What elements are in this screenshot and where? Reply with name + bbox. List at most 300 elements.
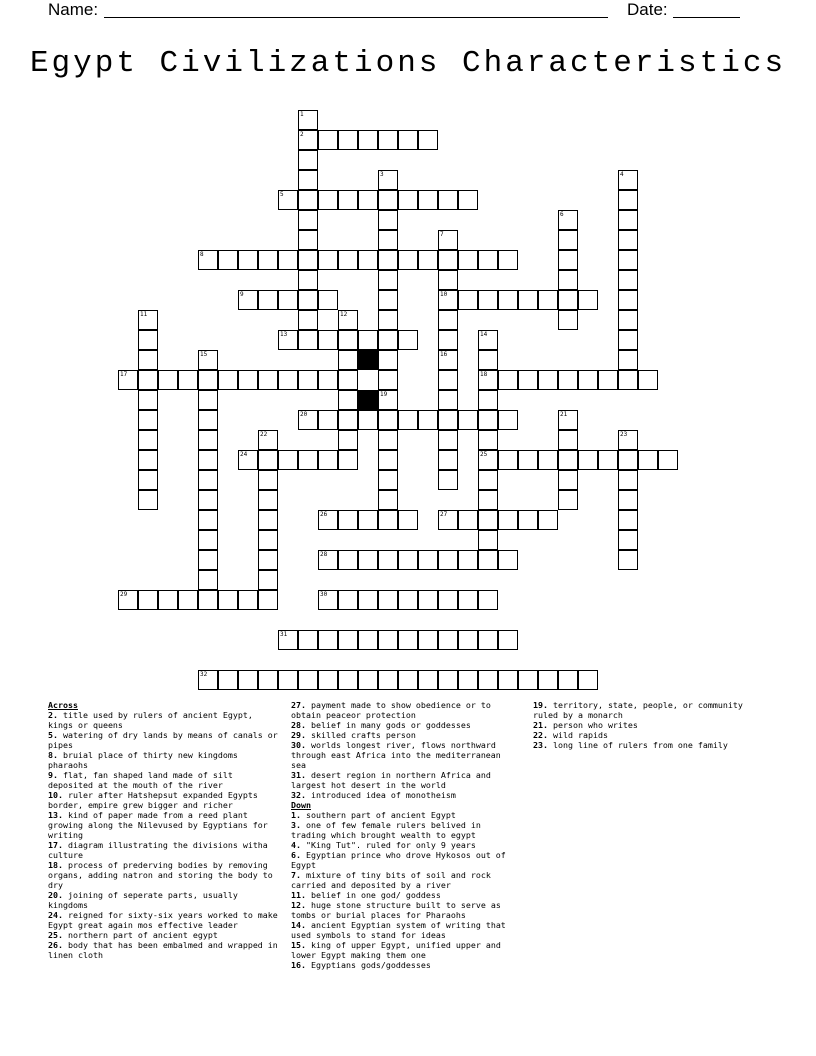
grid-cell[interactable] <box>458 630 478 650</box>
grid-cell[interactable] <box>398 510 418 530</box>
grid-cell[interactable] <box>198 430 218 450</box>
grid-cell[interactable] <box>618 550 638 570</box>
grid-cell[interactable] <box>378 630 398 650</box>
grid-cell[interactable] <box>358 250 378 270</box>
grid-cell[interactable] <box>138 350 158 370</box>
grid-cell[interactable] <box>398 250 418 270</box>
grid-cell[interactable] <box>138 330 158 350</box>
grid-cell[interactable] <box>458 510 478 530</box>
grid-cell[interactable] <box>238 370 258 390</box>
grid-cell[interactable] <box>178 370 198 390</box>
clue-text: northern part of ancient egypt <box>63 930 218 940</box>
grid-cell[interactable] <box>258 570 278 590</box>
grid-cell[interactable] <box>398 630 418 650</box>
grid-cell[interactable] <box>338 410 358 430</box>
grid-cell[interactable] <box>578 290 598 310</box>
grid-cell[interactable] <box>198 570 218 590</box>
grid-cell[interactable] <box>378 330 398 350</box>
cell-number: 16 <box>440 351 448 358</box>
grid-cell[interactable] <box>158 370 178 390</box>
grid-cell[interactable] <box>138 410 158 430</box>
grid-cell[interactable] <box>298 670 318 690</box>
grid-cell[interactable] <box>298 150 318 170</box>
clue-text: title used by rulers of ancient Egypt, kings or queens <box>48 710 253 730</box>
grid-cell[interactable] <box>358 510 378 530</box>
grid-cell[interactable] <box>478 550 498 570</box>
grid-cell[interactable] <box>318 130 338 150</box>
grid-cell[interactable] <box>558 230 578 250</box>
grid-cell[interactable] <box>618 210 638 230</box>
grid-cell[interactable] <box>538 370 558 390</box>
grid-cell[interactable] <box>318 250 338 270</box>
grid-cell[interactable] <box>458 410 478 430</box>
grid-cell[interactable] <box>378 210 398 230</box>
grid-cell[interactable] <box>458 290 478 310</box>
grid-cell[interactable] <box>338 670 358 690</box>
grid-cell[interactable] <box>298 370 318 390</box>
grid-cell[interactable] <box>618 250 638 270</box>
clue-text: long line of rulers from one family <box>548 740 728 750</box>
grid-cell[interactable] <box>258 490 278 510</box>
grid-cell[interactable] <box>258 370 278 390</box>
grid-cell[interactable] <box>378 250 398 270</box>
grid-cell[interactable] <box>498 550 518 570</box>
grid-cell[interactable] <box>358 630 378 650</box>
grid-cell[interactable] <box>538 510 558 530</box>
grid-cell[interactable] <box>438 470 458 490</box>
grid-cell[interactable] <box>358 190 378 210</box>
clue-item <box>291 730 519 740</box>
grid-cell[interactable] <box>558 310 578 330</box>
grid-cell[interactable] <box>478 350 498 370</box>
grid-cell[interactable] <box>438 630 458 650</box>
clue-number: 14. <box>291 920 306 930</box>
grid-cell[interactable] <box>138 470 158 490</box>
grid-cell[interactable] <box>378 450 398 470</box>
grid-cell[interactable] <box>198 450 218 470</box>
grid-cell[interactable] <box>138 430 158 450</box>
grid-cell[interactable] <box>518 370 538 390</box>
grid-cell[interactable] <box>218 250 238 270</box>
cell-number: 11 <box>140 311 148 318</box>
clue-text: mixture of tiny bits of soil and rock carried and deposited by a river <box>291 870 491 890</box>
grid-cell[interactable] <box>518 450 538 470</box>
grid-cell[interactable] <box>538 290 558 310</box>
clue-text: desert region in northern Africa and largest hot desert in the world <box>291 770 491 790</box>
clue-text: joining of seperate parts, usually kingdoms <box>48 890 238 910</box>
grid-cell[interactable] <box>258 530 278 550</box>
grid-cell[interactable] <box>298 230 318 250</box>
grid-cell[interactable] <box>438 330 458 350</box>
grid-cell[interactable] <box>378 470 398 490</box>
grid-cell[interactable] <box>618 310 638 330</box>
grid-cell[interactable] <box>438 390 458 410</box>
grid-cell[interactable] <box>298 310 318 330</box>
grid-cell[interactable] <box>198 410 218 430</box>
cell-number: 10 <box>440 291 448 298</box>
grid-cell[interactable] <box>418 250 438 270</box>
grid-cell[interactable] <box>378 590 398 610</box>
grid-cell[interactable] <box>418 550 438 570</box>
cell-number: 12 <box>340 311 348 318</box>
grid-cell[interactable] <box>458 250 478 270</box>
grid-cell[interactable] <box>478 530 498 550</box>
clue-item <box>291 820 519 840</box>
cell-number: 17 <box>120 371 128 378</box>
grid-cell[interactable] <box>378 490 398 510</box>
grid-cell[interactable] <box>298 190 318 210</box>
grid-cell[interactable] <box>398 330 418 350</box>
grid-cell[interactable] <box>618 530 638 550</box>
grid-cell[interactable] <box>458 670 478 690</box>
grid-cell[interactable] <box>358 410 378 430</box>
grid-cell[interactable] <box>378 190 398 210</box>
grid-cell[interactable] <box>558 290 578 310</box>
grid-cell[interactable] <box>358 590 378 610</box>
name-label: Name: <box>48 0 99 19</box>
grid-cell[interactable] <box>498 410 518 430</box>
grid-cell[interactable] <box>438 250 458 270</box>
clue-item <box>533 740 761 750</box>
clue-number: 21. <box>533 720 548 730</box>
grid-cell[interactable] <box>298 330 318 350</box>
grid-cell[interactable] <box>378 550 398 570</box>
grid-cell[interactable] <box>378 230 398 250</box>
grid-cell[interactable] <box>558 470 578 490</box>
clue-number: 20. <box>48 890 63 900</box>
grid-cell[interactable] <box>398 410 418 430</box>
grid-cell[interactable] <box>378 430 398 450</box>
grid-cell[interactable] <box>298 270 318 290</box>
grid-cell[interactable] <box>318 190 338 210</box>
grid-cell[interactable] <box>458 590 478 610</box>
grid-cell[interactable] <box>258 450 278 470</box>
grid-cell[interactable] <box>418 130 438 150</box>
grid-cell[interactable] <box>138 450 158 470</box>
grid-cell[interactable] <box>558 270 578 290</box>
grid-cell[interactable] <box>198 490 218 510</box>
grid-cell[interactable] <box>618 370 638 390</box>
cell-number: 2 <box>300 131 304 138</box>
clue-number: 8. <box>48 750 58 760</box>
grid-cell[interactable] <box>238 250 258 270</box>
grid-cell[interactable] <box>558 670 578 690</box>
grid-cell[interactable] <box>478 470 498 490</box>
grid-cell[interactable] <box>278 290 298 310</box>
grid-cell[interactable] <box>618 450 638 470</box>
grid-cell[interactable] <box>258 510 278 530</box>
grid-cell[interactable] <box>338 550 358 570</box>
grid-cell[interactable] <box>338 430 358 450</box>
grid-cell[interactable] <box>198 390 218 410</box>
grid-cell[interactable] <box>378 670 398 690</box>
grid-cell[interactable] <box>338 190 358 210</box>
grid-cell[interactable] <box>178 590 198 610</box>
grid-cell[interactable] <box>338 590 358 610</box>
grid-cell[interactable] <box>258 670 278 690</box>
grid-cell[interactable] <box>318 290 338 310</box>
grid-cell[interactable] <box>318 670 338 690</box>
clue-text: Egyptian prince who drove Hykosos out of Egypt <box>291 850 506 870</box>
grid-cell[interactable] <box>258 250 278 270</box>
grid-cell[interactable] <box>198 550 218 570</box>
grid-cell[interactable] <box>298 450 318 470</box>
grid-cell[interactable] <box>278 450 298 470</box>
cell-number: 22 <box>260 431 268 438</box>
grid-cell[interactable] <box>518 670 538 690</box>
cell-number: 32 <box>200 671 208 678</box>
grid-cell[interactable] <box>338 350 358 370</box>
date-label: Date: <box>627 0 668 19</box>
grid-cell[interactable] <box>478 410 498 430</box>
grid-cell[interactable] <box>618 470 638 490</box>
clue-text: huge stone structure built to serve as tombs or burial places for Pharaohs <box>291 900 501 920</box>
grid-cell[interactable] <box>378 370 398 390</box>
grid-cell[interactable] <box>478 630 498 650</box>
grid-cell[interactable] <box>498 450 518 470</box>
clue-item <box>291 790 519 800</box>
grid-cell[interactable] <box>438 590 458 610</box>
grid-cell[interactable] <box>438 410 458 430</box>
grid-cell[interactable] <box>338 370 358 390</box>
clue-item <box>48 730 280 750</box>
grid-cell[interactable] <box>398 550 418 570</box>
grid-cell[interactable] <box>498 510 518 530</box>
grid-cell[interactable] <box>498 370 518 390</box>
grid-cell[interactable] <box>438 670 458 690</box>
clue-item <box>48 930 280 940</box>
clue-item <box>291 850 519 870</box>
grid-cell[interactable] <box>258 590 278 610</box>
grid-cell[interactable] <box>218 370 238 390</box>
grid-cell[interactable] <box>358 670 378 690</box>
grid-cell[interactable] <box>338 330 358 350</box>
grid-cell[interactable] <box>338 390 358 410</box>
grid-cell[interactable] <box>478 290 498 310</box>
grid-cell[interactable] <box>558 450 578 470</box>
grid-cell[interactable] <box>618 350 638 370</box>
cell-number: 13 <box>280 331 288 338</box>
grid-cell[interactable] <box>558 250 578 270</box>
grid-cell[interactable] <box>418 670 438 690</box>
grid-cell[interactable] <box>278 370 298 390</box>
grid-block <box>358 350 378 370</box>
grid-cell[interactable] <box>198 530 218 550</box>
clue-item <box>291 770 519 790</box>
grid-cell[interactable] <box>198 510 218 530</box>
cell-number: 29 <box>120 591 128 598</box>
grid-cell[interactable] <box>498 670 518 690</box>
grid-cell[interactable] <box>398 590 418 610</box>
grid-cell[interactable] <box>378 270 398 290</box>
grid-cell[interactable] <box>538 670 558 690</box>
grid-cell[interactable] <box>158 590 178 610</box>
grid-cell[interactable] <box>318 330 338 350</box>
cell-number: 24 <box>240 451 248 458</box>
grid-cell[interactable] <box>398 190 418 210</box>
grid-cell[interactable] <box>378 310 398 330</box>
grid-cell[interactable] <box>398 670 418 690</box>
grid-cell[interactable] <box>438 190 458 210</box>
cell-number: 15 <box>200 351 208 358</box>
grid-cell[interactable] <box>338 130 358 150</box>
cell-number: 14 <box>480 331 488 338</box>
cell-number: 5 <box>280 191 284 198</box>
cell-number: 21 <box>560 411 568 418</box>
grid-cell[interactable] <box>378 130 398 150</box>
grid-cell[interactable] <box>578 670 598 690</box>
grid-cell[interactable] <box>478 490 498 510</box>
grid-cell[interactable] <box>418 630 438 650</box>
grid-cell[interactable] <box>438 550 458 570</box>
grid-cell[interactable] <box>618 330 638 350</box>
grid-cell[interactable] <box>198 590 218 610</box>
grid-cell[interactable] <box>478 510 498 530</box>
clue-number: 17. <box>48 840 63 850</box>
grid-cell[interactable] <box>398 130 418 150</box>
grid-cell[interactable] <box>338 450 358 470</box>
across-heading: Across <box>48 700 78 710</box>
grid-cell[interactable] <box>458 550 478 570</box>
grid-cell[interactable] <box>618 270 638 290</box>
grid-cell[interactable] <box>378 410 398 430</box>
grid-cell[interactable] <box>438 370 458 390</box>
grid-cell[interactable] <box>138 590 158 610</box>
grid-cell[interactable] <box>298 170 318 190</box>
grid-cell[interactable] <box>338 510 358 530</box>
grid-cell[interactable] <box>258 290 278 310</box>
grid-cell[interactable] <box>578 370 598 390</box>
grid-cell[interactable] <box>618 510 638 530</box>
grid-cell[interactable] <box>638 450 658 470</box>
grid-cell[interactable] <box>578 450 598 470</box>
grid-cell[interactable] <box>318 410 338 430</box>
grid-cell[interactable] <box>598 370 618 390</box>
grid-cell[interactable] <box>138 490 158 510</box>
grid-cell[interactable] <box>438 450 458 470</box>
clue-number: 13. <box>48 810 63 820</box>
grid-cell[interactable] <box>558 370 578 390</box>
grid-cell[interactable] <box>438 270 458 290</box>
grid-cell[interactable] <box>318 370 338 390</box>
grid-cell[interactable] <box>558 490 578 510</box>
grid-cell[interactable] <box>618 290 638 310</box>
grid-cell[interactable] <box>538 450 558 470</box>
grid-cell[interactable] <box>338 250 358 270</box>
grid-cell[interactable] <box>378 290 398 310</box>
clue-number: 26. <box>48 940 63 950</box>
clue-number: 9. <box>48 770 58 780</box>
cell-number: 31 <box>280 631 288 638</box>
grid-cell[interactable] <box>478 670 498 690</box>
grid-cell[interactable] <box>498 290 518 310</box>
clue-column-2 <box>291 700 519 970</box>
grid-cell[interactable] <box>298 250 318 270</box>
grid-cell[interactable] <box>298 210 318 230</box>
clue-item <box>291 920 519 940</box>
grid-cell[interactable] <box>458 190 478 210</box>
clue-text: flat, fan shaped land made of silt deposited at the mouth of the river <box>48 770 233 790</box>
grid-cell[interactable] <box>318 630 338 650</box>
cell-number: 8 <box>200 251 204 258</box>
grid-cell[interactable] <box>478 590 498 610</box>
grid-cell[interactable] <box>478 390 498 410</box>
clue-text: belief in one god/ goddess <box>306 890 441 900</box>
clue-text: southern part of ancient Egypt <box>301 810 456 820</box>
grid-cell[interactable] <box>638 370 658 390</box>
grid-cell[interactable] <box>518 510 538 530</box>
grid-cell[interactable] <box>358 130 378 150</box>
grid-cell[interactable] <box>498 630 518 650</box>
cell-number: 6 <box>560 211 564 218</box>
clue-column-3 <box>533 700 761 750</box>
clue-number: 4. <box>291 840 301 850</box>
grid-cell[interactable] <box>418 190 438 210</box>
grid-cell[interactable] <box>218 670 238 690</box>
grid-cell[interactable] <box>258 470 278 490</box>
clue-number: 30. <box>291 740 306 750</box>
clue-text: skilled crafts person <box>306 730 416 740</box>
grid-cell[interactable] <box>358 550 378 570</box>
grid-cell[interactable] <box>438 310 458 330</box>
clue-item <box>533 700 761 720</box>
grid-cell[interactable] <box>378 510 398 530</box>
grid-cell[interactable] <box>218 590 238 610</box>
grid-cell[interactable] <box>658 450 678 470</box>
grid-cell[interactable] <box>198 470 218 490</box>
grid-cell[interactable] <box>298 290 318 310</box>
grid-cell[interactable] <box>418 410 438 430</box>
grid-cell[interactable] <box>438 430 458 450</box>
clue-number: 18. <box>48 860 63 870</box>
grid-cell[interactable] <box>318 450 338 470</box>
clue-item <box>48 890 280 910</box>
grid-cell[interactable] <box>478 430 498 450</box>
clue-number: 11. <box>291 890 306 900</box>
grid-cell[interactable] <box>618 230 638 250</box>
grid-cell[interactable] <box>238 670 258 690</box>
grid-cell[interactable] <box>618 190 638 210</box>
grid-cell[interactable] <box>378 350 398 370</box>
grid-cell[interactable] <box>238 590 258 610</box>
grid-cell[interactable] <box>278 670 298 690</box>
grid-cell[interactable] <box>198 370 218 390</box>
clue-number: 16. <box>291 960 306 970</box>
clue-number: 3. <box>291 820 301 830</box>
grid-cell[interactable] <box>518 290 538 310</box>
grid-cell[interactable] <box>278 250 298 270</box>
grid-cell[interactable] <box>598 450 618 470</box>
grid-cell[interactable] <box>498 250 518 270</box>
grid-cell[interactable] <box>138 370 158 390</box>
clue-number: 31. <box>291 770 306 780</box>
cell-number: 27 <box>440 511 448 518</box>
grid-cell[interactable] <box>618 490 638 510</box>
clue-item <box>291 740 519 770</box>
clue-text: reigned for sixty-six years worked to make Egypt great again mos effective leader <box>48 910 278 930</box>
clue-text: process of prederving bodies by removing organs, adding natron and storing the body to dry <box>48 860 273 890</box>
grid-cell[interactable] <box>138 390 158 410</box>
grid-cell[interactable] <box>478 250 498 270</box>
grid-cell[interactable] <box>258 550 278 570</box>
grid-cell[interactable] <box>558 430 578 450</box>
clue-item <box>48 940 280 960</box>
clue-item <box>291 940 519 960</box>
grid-cell[interactable] <box>338 630 358 650</box>
grid-cell[interactable] <box>418 590 438 610</box>
grid-cell[interactable] <box>358 330 378 350</box>
grid-cell[interactable] <box>298 630 318 650</box>
